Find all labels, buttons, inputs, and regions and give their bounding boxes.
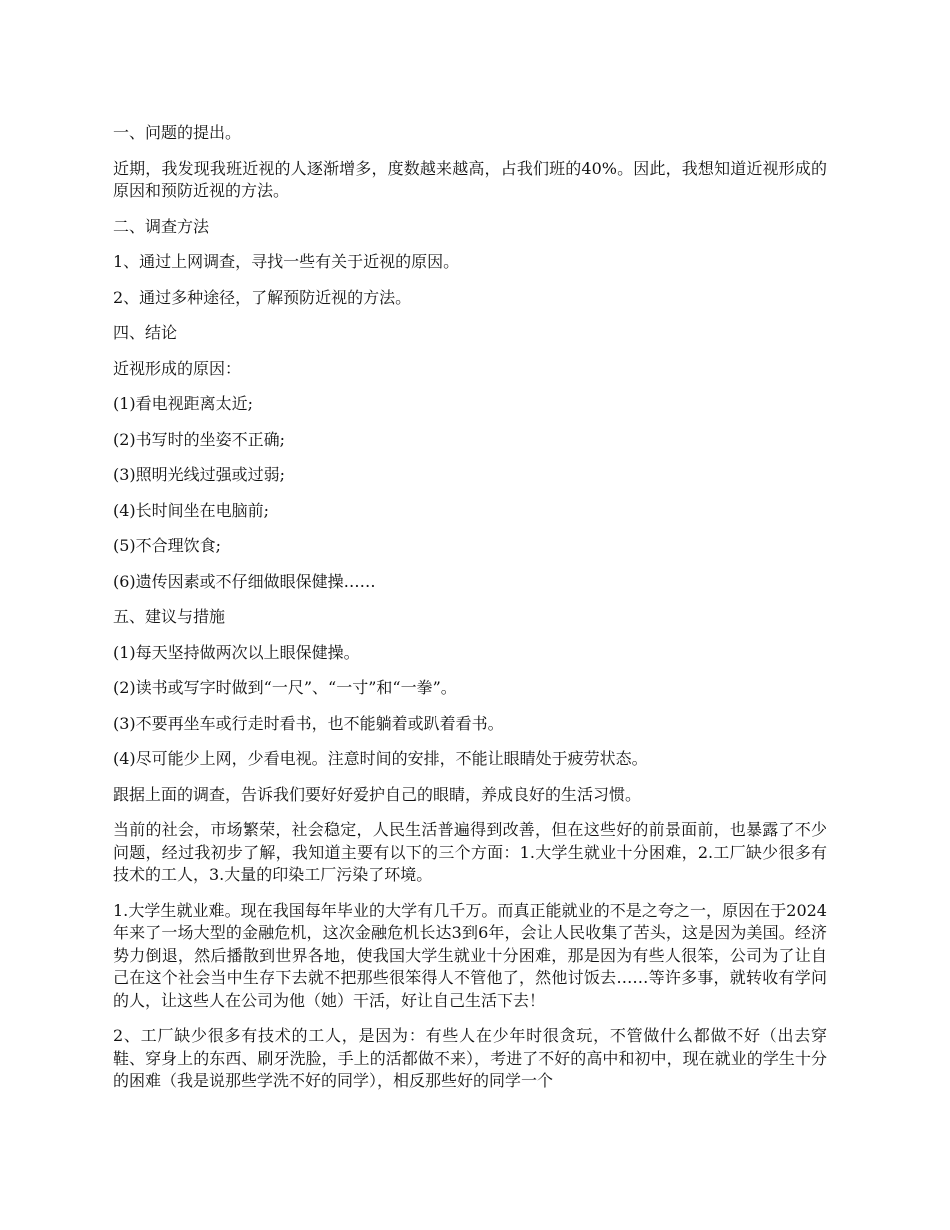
cause-item: (6)遗传因素或不仔细做眼保健操…… [113, 571, 376, 591]
section-heading-conclusion: 四、结论 [113, 323, 178, 342]
document-body [113, 122, 827, 1093]
suggestion-item: (1)每天坚持做两次以上眼保健操。 [113, 642, 360, 662]
section-heading-method: 二、调查方法 [113, 216, 210, 236]
cause-item: (3)照明光线过强或过弱; [113, 465, 286, 484]
paragraph-summary: 跟据上面的调查，告诉我们要好好爱护自己的眼睛，养成良好的生活习惯。 [113, 784, 642, 804]
section-heading-suggestions: 五、建议与措施 [113, 607, 226, 626]
suggestion-item: (4)尽可能少上网，少看电视。注意时间的安排，不能让眼睛处于疲劳状态。 [113, 749, 648, 768]
paragraph-causes-intro: 近视形成的原因： [113, 358, 242, 378]
cause-item: (5)不合理饮食; [113, 536, 222, 555]
paragraph-factory-workers: 2、工厂缺少很多有技术的工人，是因为：有些人在少年时很贪玩，不管做什么都做不好（出去穿鞋、穿身上的东西、刷牙洗脸，手上的活都做不来），考进了不好的高中和初中，现在就业的学生十分的困难（我是说那些学洗不好的同学），相反那些好的同学一个 [113, 1026, 827, 1090]
cause-item: (4)长时间坐在电脑前; [113, 500, 270, 520]
paragraph-employment: 1.大学生就业难。现在我国每年毕业的大学有几千万。而真正能就业的不是之夸之一，原因在于2024年来了一场大型的金融危机，这次金融危机长达3到6年，会让人民收集了苦头，这是因为美国。经济势力倒退，然后播散到世界各地，使我国大学生就业十分困难，那是因为有些人很笨，公司为了让自己在这个社会当中生存下去就不把那些很笨得人不管他了，然他讨饭去……等许多事，就转收有学问的人，让这些人在公司为他（她）干活，好让自己生活下去！ [113, 900, 827, 1010]
cause-item: (2)书写时的坐姿不正确; [113, 429, 286, 449]
paragraph-society: 当前的社会，市场繁荣，社会稳定，人民生活普遍得到改善，但在这些好的前景面前，也暴露了不少问题，经过我初步了解，我知道主要有以下的三个方面：1.大学生就业十分困难，2.工厂缺少很多有技术的工人，3.大量的印染工厂污染了环境。 [113, 820, 827, 884]
suggestion-item: (2)读书或写字时做到“一尺”、“一寸”和“一拳”。 [113, 678, 457, 697]
cause-item: (1)看电视距离太近; [113, 394, 254, 413]
method-item: 1、通过上网调查，寻找一些有关于近视的原因。 [113, 252, 460, 271]
suggestion-item: (3)不要再坐车或行走时看书，也不能躺着或趴着看书。 [113, 713, 504, 733]
method-item: 2、通过多种途径，了解预防近视的方法。 [113, 287, 412, 307]
paragraph-intro: 近期，我发现我班近视的人逐渐增多，度数越来越高，占我们班的40%。因此，我想知道近视形成的原因和预防近视的方法。 [113, 158, 827, 200]
section-heading-problem: 一、问题的提出。 [113, 123, 242, 142]
